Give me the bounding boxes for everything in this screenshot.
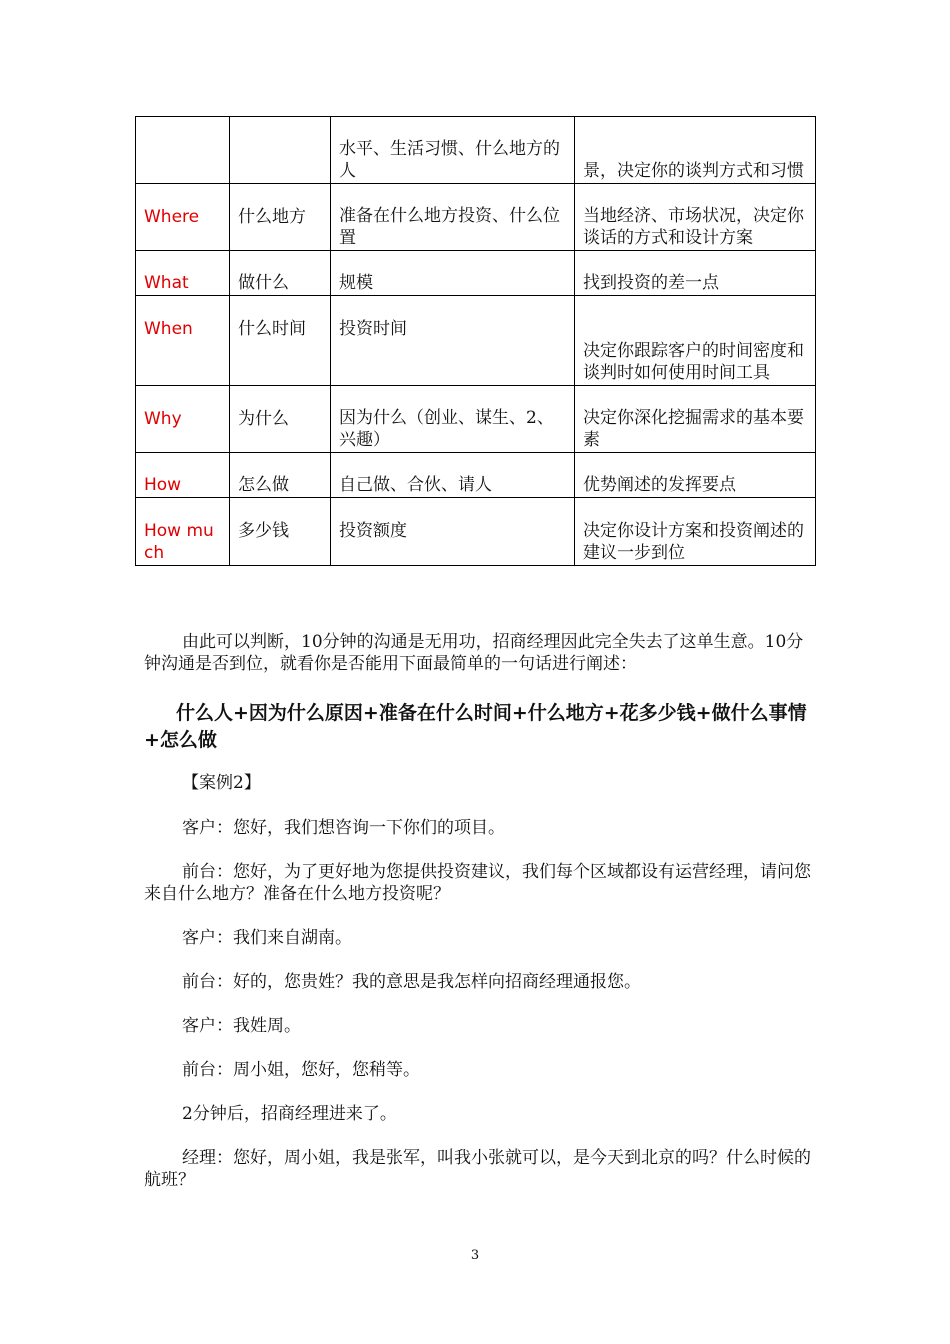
page-number: 3 xyxy=(470,1248,480,1263)
conclusion-paragraph: 由此可以判断，10分钟的沟通是无用功，招商经理因此完全失去了这单生意。10分钟沟通是否到位，就看你是否能用下面最简单的一句话进行阐述： xyxy=(144,632,804,674)
table-cell-key xyxy=(136,117,230,184)
table-row xyxy=(136,296,816,386)
table-cell-key: Why xyxy=(136,386,230,453)
table-cell-meaning: 什么时间 xyxy=(230,296,331,386)
table-cell-content: 自己做、合伙、请人 xyxy=(331,453,575,498)
table-row xyxy=(136,117,816,184)
table-row xyxy=(136,386,816,453)
table-row xyxy=(136,251,816,296)
table-cell-key: What xyxy=(136,251,230,296)
case-title: 【案例2】 xyxy=(182,773,261,793)
table-cell-content: 投资时间 xyxy=(331,296,575,386)
dialog-line: 前台：您好，为了更好地为您提供投资建议，我们每个区域都设有运营经理，请问您来自什么地方？准备在什么地方投资呢？ xyxy=(144,862,811,904)
dialog-line: 前台：好的，您贵姓？我的意思是我怎样向招商经理通报您。 xyxy=(182,972,641,992)
table-cell-purpose: 决定你跟踪客户的时间密度和谈判时如何使用时间工具 xyxy=(575,296,816,386)
table-cell-meaning: 怎么做 xyxy=(230,453,331,498)
table-cell-content: 准备在什么地方投资、什么位置 xyxy=(331,184,575,251)
table-cell-meaning: 什么地方 xyxy=(230,184,331,251)
table-cell-content: 投资额度 xyxy=(331,498,575,566)
table-cell-meaning: 为什么 xyxy=(230,386,331,453)
dialog-line: 前台：周小姐，您好，您稍等。 xyxy=(182,1060,420,1080)
table-cell-meaning: 多少钱 xyxy=(230,498,331,566)
table-cell-purpose: 当地经济、市场状况，决定你谈话的方式和设计方案 xyxy=(575,184,816,251)
table-cell-purpose: 决定你设计方案和投资阐述的建议一步到位 xyxy=(575,498,816,566)
table-row xyxy=(136,498,816,566)
table-cell-key: When xyxy=(136,296,230,386)
table-row xyxy=(136,184,816,251)
table-cell-meaning xyxy=(230,117,331,184)
table-cell-purpose: 景，决定你的谈判方式和习惯 xyxy=(575,117,816,184)
table-cell-key: How xyxy=(136,453,230,498)
table-cell-purpose: 优势阐述的发挥要点 xyxy=(575,453,816,498)
table-cell-meaning: 做什么 xyxy=(230,251,331,296)
table-cell-key: Where xyxy=(136,184,230,251)
table-cell-purpose: 决定你深化挖掘需求的基本要素 xyxy=(575,386,816,453)
dialog-line: 客户：我姓周。 xyxy=(182,1016,301,1036)
table-cell-content: 规模 xyxy=(331,251,575,296)
formula-paragraph: 什么人+因为什么原因+准备在什么时间+什么地方+花多少钱+做什么事情+怎么做 xyxy=(144,702,807,751)
dialog-line: 经理：您好，周小姐，我是张军，叫我小张就可以，是今天到北京的吗？什么时候的航班？ xyxy=(144,1148,811,1190)
table-row xyxy=(136,453,816,498)
table-cell-purpose: 找到投资的差一点 xyxy=(575,251,816,296)
dialog-line: 2分钟后，招商经理进来了。 xyxy=(182,1104,397,1124)
question-table xyxy=(135,116,816,566)
dialog-line: 客户：我们来自湖南。 xyxy=(182,928,352,948)
dialog-line: 客户：您好，我们想咨询一下你们的项目。 xyxy=(182,818,505,838)
table-cell-content: 因为什么（创业、谋生、2、兴趣） xyxy=(331,386,575,453)
table-cell-content: 水平、生活习惯、什么地方的人 xyxy=(331,117,575,184)
table-cell-key: How much xyxy=(136,498,230,566)
